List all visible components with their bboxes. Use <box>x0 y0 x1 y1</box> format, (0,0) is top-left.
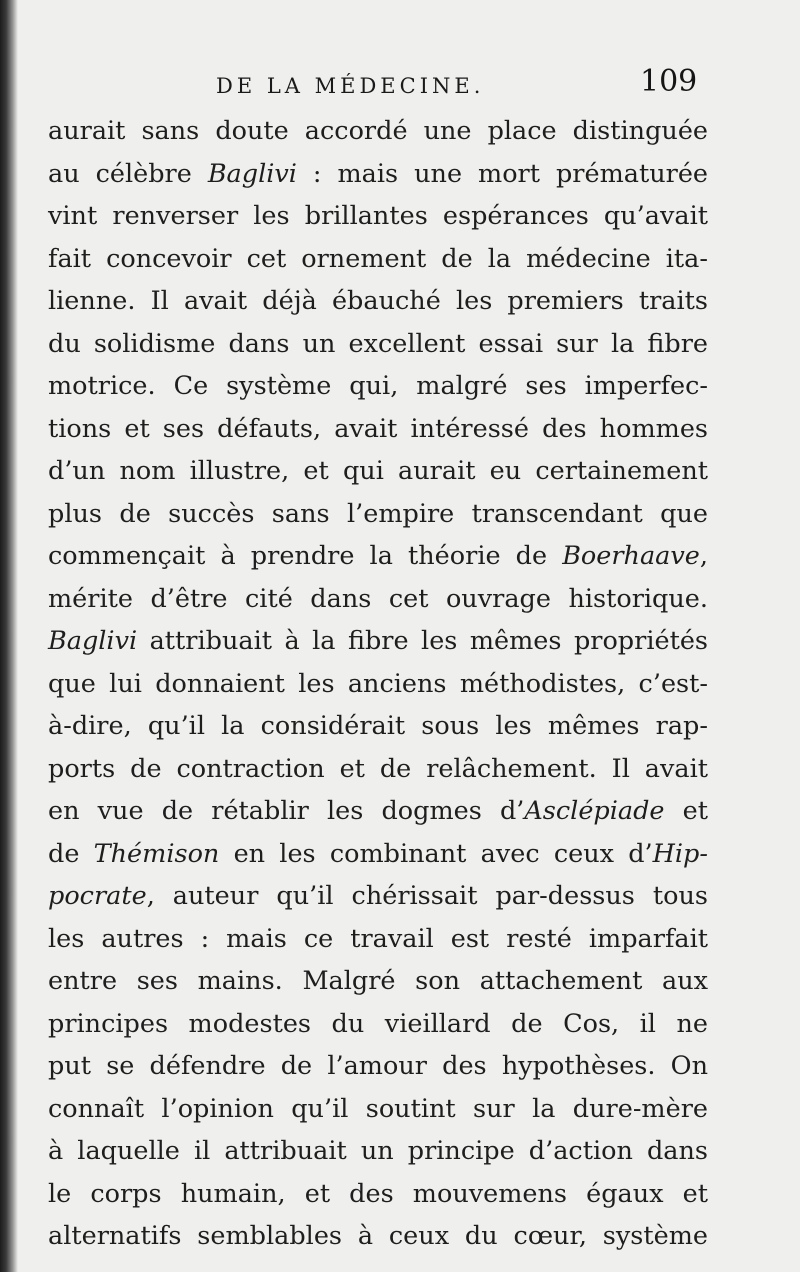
text-line <box>48 578 708 621</box>
text-line <box>48 493 708 536</box>
text-run: connaît l’opinion qu’il soutint sur la dure-mère <box>48 1093 708 1124</box>
text-run: ports de contraction et de relâchement. Il avait <box>48 753 708 784</box>
text-run: lienne. Il avait déjà ébauché les premiers traits <box>48 286 708 316</box>
text-line <box>48 748 708 791</box>
text-line <box>48 833 708 876</box>
text-run: au célèbre <box>48 158 208 189</box>
text-line <box>48 195 708 238</box>
text-line <box>48 1215 708 1258</box>
text-run: principes modestes du vieillard de Cos, il ne <box>48 1008 708 1039</box>
text-run: à laquelle il attribuait un principe d’action dans <box>48 1136 708 1166</box>
italic-name: Boerhaave <box>562 541 700 571</box>
text-line <box>48 620 708 663</box>
text-run: entre ses mains. Malgré son attachement aux <box>48 966 708 996</box>
text-line <box>48 705 708 748</box>
text-line <box>48 1088 708 1131</box>
page-number: 109 <box>640 64 698 99</box>
page-gutter-shadow <box>0 0 18 1272</box>
text-line <box>48 1173 708 1216</box>
text-run: d’un nom illustre, et qui aurait eu certainement <box>48 456 708 486</box>
text-run: en vue de rétablir les dogmes d’ <box>48 796 525 826</box>
text-line <box>48 323 708 366</box>
text-run: attribuait à la fibre les mêmes propriétés <box>137 626 708 656</box>
running-head: DE LA MÉDECINE. <box>216 74 485 98</box>
text-line <box>48 153 708 196</box>
text-line <box>48 450 708 493</box>
text-line <box>48 960 708 1003</box>
text-run: put se défendre de l’amour des hypothèses. On <box>48 1051 708 1081</box>
text-run: motrice. Ce système qui, malgré ses imperfec- <box>48 371 708 401</box>
text-line <box>48 365 708 408</box>
italic-name: Thémison <box>93 838 220 869</box>
text-run: et <box>664 796 708 826</box>
italic-name: pocrate <box>48 881 147 911</box>
text-line <box>48 280 708 323</box>
text-run: plus de succès sans l’empire transcendant que <box>48 498 708 529</box>
text-line <box>48 535 708 578</box>
text-line <box>48 110 708 153</box>
text-run: à-dire, qu’il la considérait sous les mêmes rap- <box>48 711 708 741</box>
text-run: commençait à prendre la théorie de <box>48 541 563 571</box>
text-run: les autres : mais ce travail est resté imparfait <box>48 923 708 954</box>
text-run: , <box>699 541 708 571</box>
italic-name: Asclépiade <box>524 796 665 826</box>
text-run: de <box>48 838 94 869</box>
text-run: du solidisme dans un excellent essai sur la fibre <box>48 328 708 359</box>
text-run: en les combinant avec ceux d’ <box>219 838 653 869</box>
italic-name: Baglivi <box>207 158 297 189</box>
text-line <box>48 238 708 281</box>
text-line <box>48 918 708 961</box>
page-header <box>0 64 800 104</box>
text-line <box>48 663 708 706</box>
text-run: aurait sans doute accordé une place distinguée <box>48 116 708 146</box>
text-run: alternatifs semblables à ceux du cœur, système <box>48 1221 708 1251</box>
text-run: mérite d’être cité dans cet ouvrage historique. <box>48 583 708 614</box>
text-line <box>48 790 708 833</box>
text-run: fait concevoir cet ornement de la médecine ita- <box>48 243 708 274</box>
italic-name: Hip- <box>652 838 708 869</box>
text-run: que lui donnaient les anciens méthodistes, c’est- <box>48 668 708 699</box>
text-line <box>48 1045 708 1088</box>
text-line <box>48 1130 708 1173</box>
text-line <box>48 1003 708 1046</box>
text-run: le corps humain, et des mouvemens égaux et <box>48 1178 708 1209</box>
text-line <box>48 408 708 451</box>
text-run: tions et ses défauts, avait intéressé des hommes <box>48 413 708 444</box>
text-run: , auteur qu’il chérissait par-dessus tous <box>146 881 708 911</box>
italic-name: Baglivi <box>48 626 138 656</box>
text-run: : mais une mort prématurée <box>296 158 708 189</box>
text-run: vint renverser les brillantes espérances qu’avait <box>48 201 708 231</box>
body-text <box>48 110 708 1258</box>
text-line <box>48 875 708 918</box>
